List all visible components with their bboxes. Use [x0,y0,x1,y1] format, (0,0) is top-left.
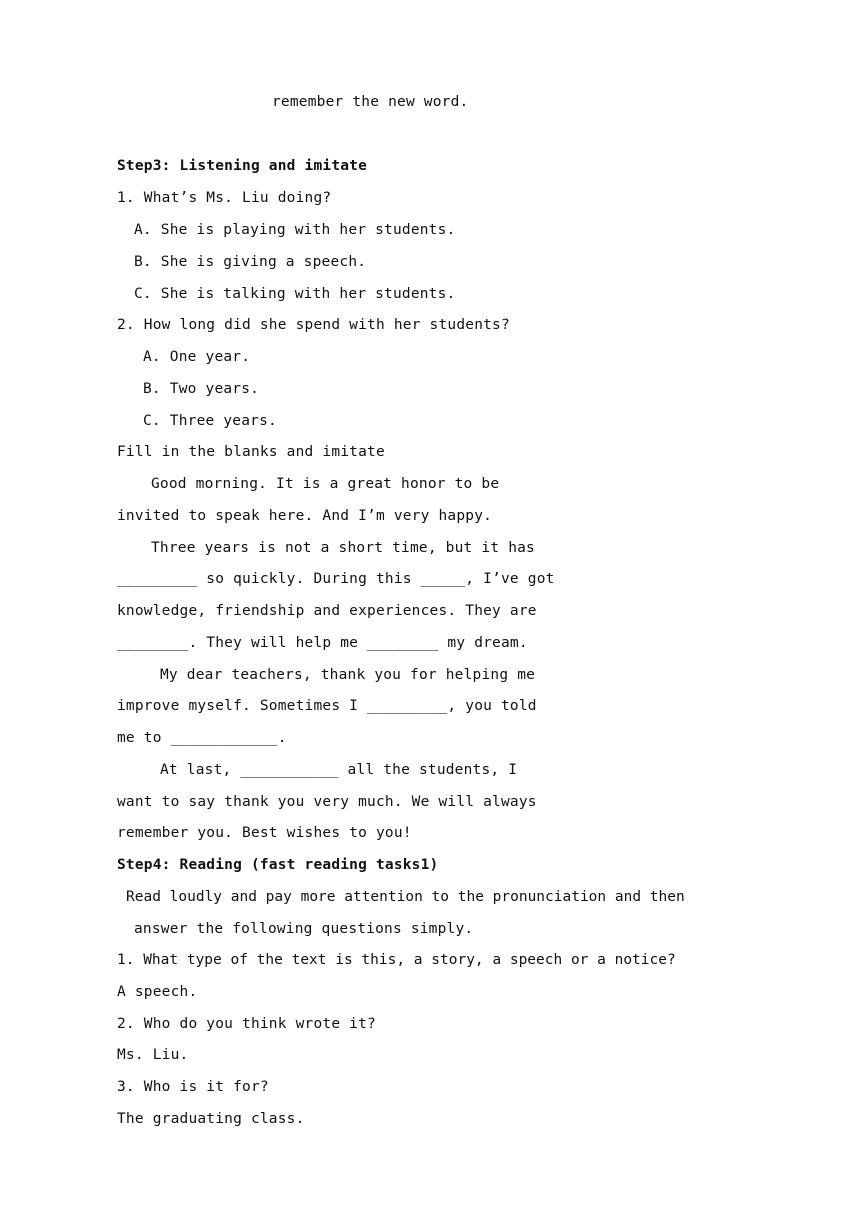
question-2: 2. How long did she spend with her students? [117,317,510,333]
fill-blanks-title: Fill in the blanks and imitate [117,444,385,460]
option-1b: B. She is giving a speech. [134,254,367,270]
reading-answer-2: Ms. Liu. [117,1047,189,1063]
reading-question-3: 3. Who is it for? [117,1079,269,1095]
passage-line: My dear teachers, thank you for helping me [160,667,536,683]
passage-line: me to ____________. [117,730,287,746]
option-2c: C. Three years. [143,413,277,429]
passage-line: want to say thank you very much. We will always [117,794,537,810]
reading-answer-1: A speech. [117,984,198,1000]
passage-line: _________ so quickly. During this _____, I’ve got [117,571,555,587]
passage-line: Good morning. It is a great honor to be [151,476,500,492]
instruction-line: answer the following questions simply. [134,921,474,937]
question-1: 1. What’s Ms. Liu doing? [117,190,332,206]
instruction-line: Read loudly and pay more attention to the pronunciation and then [126,889,685,905]
passage-line: Three years is not a short time, but it has [151,540,535,556]
option-2a: A. One year. [143,349,251,365]
reading-question-2: 2. Who do you think wrote it? [117,1016,376,1032]
option-1c: C. She is talking with her students. [134,286,456,302]
reading-answer-3: The graduating class. [117,1111,305,1127]
section-heading-step4: Step4: Reading (fast reading tasks1) [117,857,439,873]
option-1a: A. She is playing with her students. [134,222,456,238]
passage-line: knowledge, friendship and experiences. They are [117,603,537,619]
passage-line: At last, ___________ all the students, I [160,762,518,778]
passage-line: remember you. Best wishes to you! [117,825,412,841]
text-line: remember the new word. [272,94,469,110]
reading-question-1: 1. What type of the text is this, a story, a speech or a notice? [117,952,676,968]
option-2b: B. Two years. [143,381,260,397]
passage-line: improve myself. Sometimes I _________, you told [117,698,537,714]
section-heading-step3: Step3: Listening and imitate [117,158,368,174]
passage-line: invited to speak here. And I’m very happy. [117,508,493,524]
passage-line: ________. They will help me ________ my dream. [117,635,528,651]
